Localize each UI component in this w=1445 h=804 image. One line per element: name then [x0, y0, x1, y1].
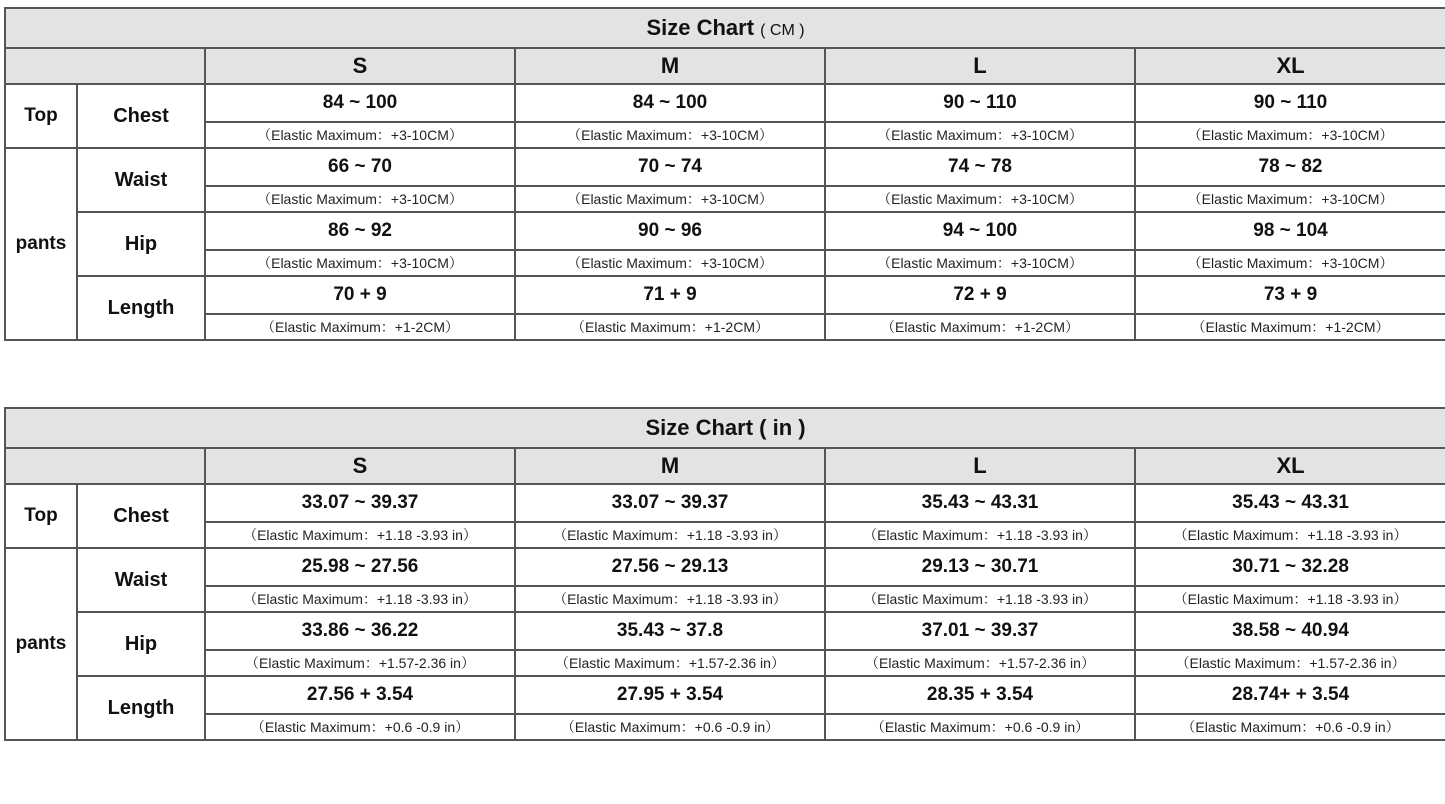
note-cell: （Elastic Maximum：+1.18 -3.93 in）	[515, 522, 825, 548]
chart-title-text: Size Chart	[645, 415, 754, 440]
note-cell: （Elastic Maximum：+1.18 -3.93 in）	[825, 522, 1135, 548]
size-header-m: M	[515, 448, 825, 484]
value-cell: 84 ~ 100	[515, 84, 825, 122]
note-cell: （Elastic Maximum：+3-10CM）	[1135, 250, 1445, 276]
chart-unit: ( CM )	[760, 22, 805, 39]
value-cell: 35.43 ~ 43.31	[825, 484, 1135, 522]
value-cell: 90 ~ 96	[515, 212, 825, 250]
value-cell: 72 + 9	[825, 276, 1135, 314]
value-cell: 28.74+ + 3.54	[1135, 676, 1445, 714]
note-cell: （Elastic Maximum：+1.18 -3.93 in）	[1135, 522, 1445, 548]
note-cell: （Elastic Maximum：+1-2CM）	[1135, 314, 1445, 340]
note-cell: （Elastic Maximum：+3-10CM）	[1135, 122, 1445, 148]
size-header-blank	[5, 448, 205, 484]
size-header-blank	[5, 48, 205, 84]
table-row	[5, 250, 1445, 276]
value-cell: 90 ~ 110	[1135, 84, 1445, 122]
table-row	[5, 212, 1445, 250]
table-row	[5, 548, 1445, 586]
value-cell: 33.86 ~ 36.22	[205, 612, 515, 650]
note-cell: （Elastic Maximum：+1-2CM）	[205, 314, 515, 340]
value-cell: 66 ~ 70	[205, 148, 515, 186]
value-cell: 37.01 ~ 39.37	[825, 612, 1135, 650]
value-cell: 90 ~ 110	[825, 84, 1135, 122]
value-cell: 70 ~ 74	[515, 148, 825, 186]
note-cell: （Elastic Maximum：+0.6 -0.9 in）	[515, 714, 825, 740]
note-cell: （Elastic Maximum：+3-10CM）	[515, 186, 825, 212]
group-label-pants: pants	[5, 148, 77, 340]
size-chart-cm	[4, 7, 1445, 341]
table-row	[5, 612, 1445, 650]
size-header-l: L	[825, 448, 1135, 484]
group-label-top: Top	[5, 484, 77, 548]
size-header-s: S	[205, 48, 515, 84]
note-cell: （Elastic Maximum：+1.18 -3.93 in）	[205, 522, 515, 548]
table-row	[5, 650, 1445, 676]
value-cell: 27.56 ~ 29.13	[515, 548, 825, 586]
note-cell: （Elastic Maximum：+1.57-2.36 in）	[515, 650, 825, 676]
note-cell: （Elastic Maximum：+1-2CM）	[825, 314, 1135, 340]
size-header-m: M	[515, 48, 825, 84]
value-cell: 70 + 9	[205, 276, 515, 314]
chart-title-row	[5, 408, 1445, 448]
note-cell: （Elastic Maximum：+1.57-2.36 in）	[205, 650, 515, 676]
value-cell: 28.35 + 3.54	[825, 676, 1135, 714]
note-cell: （Elastic Maximum：+3-10CM）	[1135, 186, 1445, 212]
value-cell: 73 + 9	[1135, 276, 1445, 314]
table-row	[5, 314, 1445, 340]
value-cell: 94 ~ 100	[825, 212, 1135, 250]
group-label-top: Top	[5, 84, 77, 148]
value-cell: 98 ~ 104	[1135, 212, 1445, 250]
measure-label-hip: Hip	[77, 612, 205, 676]
group-label-pants: pants	[5, 548, 77, 740]
value-cell: 33.07 ~ 39.37	[205, 484, 515, 522]
note-cell: （Elastic Maximum：+1.18 -3.93 in）	[825, 586, 1135, 612]
note-cell: （Elastic Maximum：+3-10CM）	[825, 186, 1135, 212]
size-header-l: L	[825, 48, 1135, 84]
note-cell: （Elastic Maximum：+3-10CM）	[205, 250, 515, 276]
chart-title	[5, 408, 1445, 448]
note-cell: （Elastic Maximum：+1.18 -3.93 in）	[515, 586, 825, 612]
value-cell: 78 ~ 82	[1135, 148, 1445, 186]
note-cell: （Elastic Maximum：+0.6 -0.9 in）	[205, 714, 515, 740]
table-row	[5, 522, 1445, 548]
table-row	[5, 148, 1445, 186]
table-row	[5, 122, 1445, 148]
measure-label-length: Length	[77, 276, 205, 340]
note-cell: （Elastic Maximum：+0.6 -0.9 in）	[1135, 714, 1445, 740]
value-cell: 27.95 + 3.54	[515, 676, 825, 714]
chart-unit: ( in )	[759, 415, 806, 440]
table-row	[5, 186, 1445, 212]
value-cell: 84 ~ 100	[205, 84, 515, 122]
value-cell: 38.58 ~ 40.94	[1135, 612, 1445, 650]
value-cell: 35.43 ~ 43.31	[1135, 484, 1445, 522]
table-row	[5, 676, 1445, 714]
chart-title-row	[5, 8, 1445, 48]
note-cell: （Elastic Maximum：+1.18 -3.93 in）	[1135, 586, 1445, 612]
value-cell: 74 ~ 78	[825, 148, 1135, 186]
value-cell: 71 + 9	[515, 276, 825, 314]
note-cell: （Elastic Maximum：+3-10CM）	[825, 250, 1135, 276]
value-cell: 25.98 ~ 27.56	[205, 548, 515, 586]
chart-title	[5, 8, 1445, 48]
value-cell: 29.13 ~ 30.71	[825, 548, 1135, 586]
measure-label-hip: Hip	[77, 212, 205, 276]
measure-label-chest: Chest	[77, 84, 205, 148]
table-row	[5, 714, 1445, 740]
measure-label-waist: Waist	[77, 148, 205, 212]
note-cell: （Elastic Maximum：+3-10CM）	[205, 186, 515, 212]
size-header-row	[5, 448, 1445, 484]
note-cell: （Elastic Maximum：+1.57-2.36 in）	[825, 650, 1135, 676]
value-cell: 33.07 ~ 39.37	[515, 484, 825, 522]
table-row	[5, 84, 1445, 122]
note-cell: （Elastic Maximum：+3-10CM）	[515, 122, 825, 148]
note-cell: （Elastic Maximum：+1.57-2.36 in）	[1135, 650, 1445, 676]
note-cell: （Elastic Maximum：+0.6 -0.9 in）	[825, 714, 1135, 740]
size-header-s: S	[205, 448, 515, 484]
size-header-xl: XL	[1135, 448, 1445, 484]
table-row	[5, 484, 1445, 522]
value-cell: 30.71 ~ 32.28	[1135, 548, 1445, 586]
chart-title-text: Size Chart	[646, 15, 755, 40]
measure-label-chest: Chest	[77, 484, 205, 548]
note-cell: （Elastic Maximum：+3-10CM）	[825, 122, 1135, 148]
table-row	[5, 586, 1445, 612]
value-cell: 27.56 + 3.54	[205, 676, 515, 714]
note-cell: （Elastic Maximum：+1.18 -3.93 in）	[205, 586, 515, 612]
table-row	[5, 276, 1445, 314]
size-header-xl: XL	[1135, 48, 1445, 84]
size-header-row	[5, 48, 1445, 84]
measure-label-waist: Waist	[77, 548, 205, 612]
note-cell: （Elastic Maximum：+1-2CM）	[515, 314, 825, 340]
value-cell: 35.43 ~ 37.8	[515, 612, 825, 650]
size-chart-in	[4, 407, 1445, 741]
note-cell: （Elastic Maximum：+3-10CM）	[205, 122, 515, 148]
note-cell: （Elastic Maximum：+3-10CM）	[515, 250, 825, 276]
measure-label-length: Length	[77, 676, 205, 740]
value-cell: 86 ~ 92	[205, 212, 515, 250]
